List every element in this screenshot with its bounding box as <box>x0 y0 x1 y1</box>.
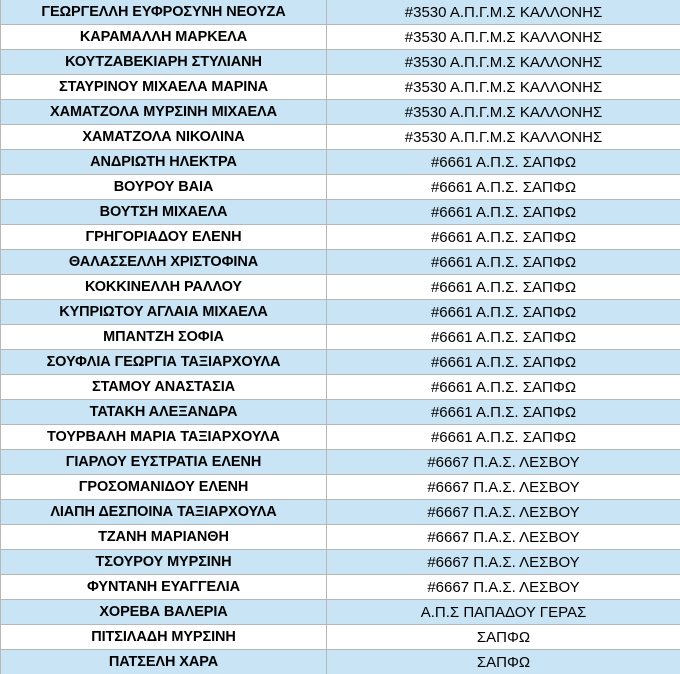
club-cell[interactable]: #6661 Α.Π.Σ. ΣΑΠΦΩ <box>327 250 680 275</box>
club-cell[interactable]: ΣΑΠΦΩ <box>327 650 680 674</box>
athlete-name-cell[interactable]: ΣΤΑΜΟΥ ΑΝΑΣΤΑΣΙΑ <box>1 375 327 400</box>
club-cell[interactable]: #6667 Π.Α.Σ. ΛΕΣΒΟΥ <box>327 500 680 525</box>
athlete-name-cell[interactable]: ΦΥΝΤΑΝΗ ΕΥΑΓΓΕΛΙΑ <box>1 575 327 600</box>
athlete-name-cell[interactable]: ΚΟΥΤΖΑΒΕΚΙΑΡΗ ΣΤΥΛΙΑΝΗ <box>1 50 327 75</box>
club-cell[interactable]: #6667 Π.Α.Σ. ΛΕΣΒΟΥ <box>327 525 680 550</box>
club-cell[interactable]: #6661 Α.Π.Σ. ΣΑΠΦΩ <box>327 425 680 450</box>
club-cell[interactable]: ΣΑΠΦΩ <box>327 625 680 650</box>
table-row <box>1 325 680 350</box>
table-row <box>1 650 680 674</box>
table-row <box>1 500 680 525</box>
table-row <box>1 350 680 375</box>
athlete-name-cell[interactable]: ΒΟΥΤΣΗ ΜΙΧΑΕΛΑ <box>1 200 327 225</box>
table-row <box>1 600 680 625</box>
club-cell[interactable]: #6661 Α.Π.Σ. ΣΑΠΦΩ <box>327 150 680 175</box>
club-cell[interactable]: #6661 Α.Π.Σ. ΣΑΠΦΩ <box>327 200 680 225</box>
athlete-name-cell[interactable]: ΤΖΑΝΗ ΜΑΡΙΑΝΘΗ <box>1 525 327 550</box>
table-row <box>1 75 680 100</box>
club-cell[interactable]: #6661 Α.Π.Σ. ΣΑΠΦΩ <box>327 225 680 250</box>
table-row <box>1 400 680 425</box>
club-cell[interactable]: #3530 Α.Π.Γ.Μ.Σ ΚΑΛΛΟΝΗΣ <box>327 125 680 150</box>
table-row <box>1 25 680 50</box>
athlete-name-cell[interactable]: ΤΣΟΥΡΟΥ ΜΥΡΣΙΝΗ <box>1 550 327 575</box>
table-row <box>1 375 680 400</box>
club-cell[interactable]: #6661 Α.Π.Σ. ΣΑΠΦΩ <box>327 400 680 425</box>
table-row <box>1 550 680 575</box>
athlete-name-cell[interactable]: ΒΟΥΡΟΥ ΒΑΙΑ <box>1 175 327 200</box>
table-row <box>1 450 680 475</box>
table-row <box>1 275 680 300</box>
roster-table-body <box>1 0 680 674</box>
club-cell[interactable]: #6667 Π.Α.Σ. ΛΕΣΒΟΥ <box>327 575 680 600</box>
club-cell[interactable]: #6661 Α.Π.Σ. ΣΑΠΦΩ <box>327 175 680 200</box>
club-cell[interactable]: #3530 Α.Π.Γ.Μ.Σ ΚΑΛΛΟΝΗΣ <box>327 100 680 125</box>
athlete-name-cell[interactable]: ΤΟΥΡΒΑΛΗ ΜΑΡΙΑ ΤΑΞΙΑΡΧΟΥΛΑ <box>1 425 327 450</box>
table-row <box>1 125 680 150</box>
club-cell[interactable]: #6661 Α.Π.Σ. ΣΑΠΦΩ <box>327 375 680 400</box>
club-cell[interactable]: #6661 Α.Π.Σ. ΣΑΠΦΩ <box>327 275 680 300</box>
athlete-name-cell[interactable]: ΚΥΠΡΙΩΤΟΥ ΑΓΛΑΙΑ ΜΙΧΑΕΛΑ <box>1 300 327 325</box>
athlete-name-cell[interactable]: ΓΙΑΡΛΟΥ ΕΥΣΤΡΑΤΙΑ ΕΛΕΝΗ <box>1 450 327 475</box>
athlete-name-cell[interactable]: ΤΑΤΑΚΗ ΑΛΕΞΑΝΔΡΑ <box>1 400 327 425</box>
table-row <box>1 300 680 325</box>
table-row <box>1 250 680 275</box>
athlete-name-cell[interactable]: ΠΑΤΣΕΛΗ ΧΑΡΑ <box>1 650 327 674</box>
club-cell[interactable]: #6667 Π.Α.Σ. ΛΕΣΒΟΥ <box>327 475 680 500</box>
athlete-name-cell[interactable]: ΧΑΜΑΤΖΟΛΑ ΜΥΡΣΙΝΗ ΜΙΧΑΕΛΑ <box>1 100 327 125</box>
club-cell[interactable]: #6661 Α.Π.Σ. ΣΑΠΦΩ <box>327 325 680 350</box>
athlete-name-cell[interactable]: ΠΙΤΣΙΛΑΔΗ ΜΥΡΣΙΝΗ <box>1 625 327 650</box>
athlete-name-cell[interactable]: ΛΙΑΠΗ ΔΕΣΠΟΙΝΑ ΤΑΞΙΑΡΧΟΥΛΑ <box>1 500 327 525</box>
athlete-name-cell[interactable]: ΧΟΡΕΒΑ ΒΑΛΕΡΙΑ <box>1 600 327 625</box>
table-row <box>1 50 680 75</box>
club-cell[interactable]: #3530 Α.Π.Γ.Μ.Σ ΚΑΛΛΟΝΗΣ <box>327 75 680 100</box>
athlete-name-cell[interactable]: ΑΝΔΡΙΩΤΗ ΗΛΕΚΤΡΑ <box>1 150 327 175</box>
club-cell[interactable]: #3530 Α.Π.Γ.Μ.Σ ΚΑΛΛΟΝΗΣ <box>327 50 680 75</box>
table-row <box>1 575 680 600</box>
club-cell[interactable]: #6661 Α.Π.Σ. ΣΑΠΦΩ <box>327 300 680 325</box>
table-row <box>1 225 680 250</box>
athlete-name-cell[interactable]: ΣΤΑΥΡΙΝΟΥ ΜΙΧΑΕΛΑ ΜΑΡΙΝΑ <box>1 75 327 100</box>
table-row <box>1 175 680 200</box>
table-row <box>1 150 680 175</box>
table-row <box>1 0 680 25</box>
table-row <box>1 625 680 650</box>
club-cell[interactable]: #6661 Α.Π.Σ. ΣΑΠΦΩ <box>327 350 680 375</box>
club-cell[interactable]: Α.Π.Σ ΠΑΠΑΔΟΥ ΓΕΡΑΣ <box>327 600 680 625</box>
table-row <box>1 100 680 125</box>
table-row <box>1 525 680 550</box>
club-cell[interactable]: #3530 Α.Π.Γ.Μ.Σ ΚΑΛΛΟΝΗΣ <box>327 0 680 25</box>
table-row <box>1 200 680 225</box>
table-row <box>1 425 680 450</box>
athlete-name-cell[interactable]: ΜΠΑΝΤΖΗ ΣΟΦΙΑ <box>1 325 327 350</box>
athlete-name-cell[interactable]: ΓΡΗΓΟΡΙΑΔΟΥ ΕΛΕΝΗ <box>1 225 327 250</box>
club-cell[interactable]: #3530 Α.Π.Γ.Μ.Σ ΚΑΛΛΟΝΗΣ <box>327 25 680 50</box>
athlete-name-cell[interactable]: ΚΟΚΚΙΝΕΛΛΗ ΡΑΛΛΟΥ <box>1 275 327 300</box>
athlete-name-cell[interactable]: ΧΑΜΑΤΖΟΛΑ ΝΙΚΟΛΙΝΑ <box>1 125 327 150</box>
athlete-name-cell[interactable]: ΓΡΟΣΟΜΑΝΙΔΟΥ ΕΛΕΝΗ <box>1 475 327 500</box>
club-cell[interactable]: #6667 Π.Α.Σ. ΛΕΣΒΟΥ <box>327 550 680 575</box>
athlete-name-cell[interactable]: ΘΑΛΑΣΣΕΛΛΗ ΧΡΙΣΤΟΦΙΝΑ <box>1 250 327 275</box>
athlete-name-cell[interactable]: ΚΑΡΑΜΑΛΛΗ ΜΑΡΚΕΛΑ <box>1 25 327 50</box>
table-row <box>1 475 680 500</box>
athlete-name-cell[interactable]: ΓΕΩΡΓΕΛΛΗ ΕΥΦΡΟΣΥΝΗ ΝΕΟΥΖΑ <box>1 0 327 25</box>
club-cell[interactable]: #6667 Π.Α.Σ. ΛΕΣΒΟΥ <box>327 450 680 475</box>
athlete-name-cell[interactable]: ΣΟΥΦΛΙΑ ΓΕΩΡΓΙΑ ΤΑΞΙΑΡΧΟΥΛΑ <box>1 350 327 375</box>
